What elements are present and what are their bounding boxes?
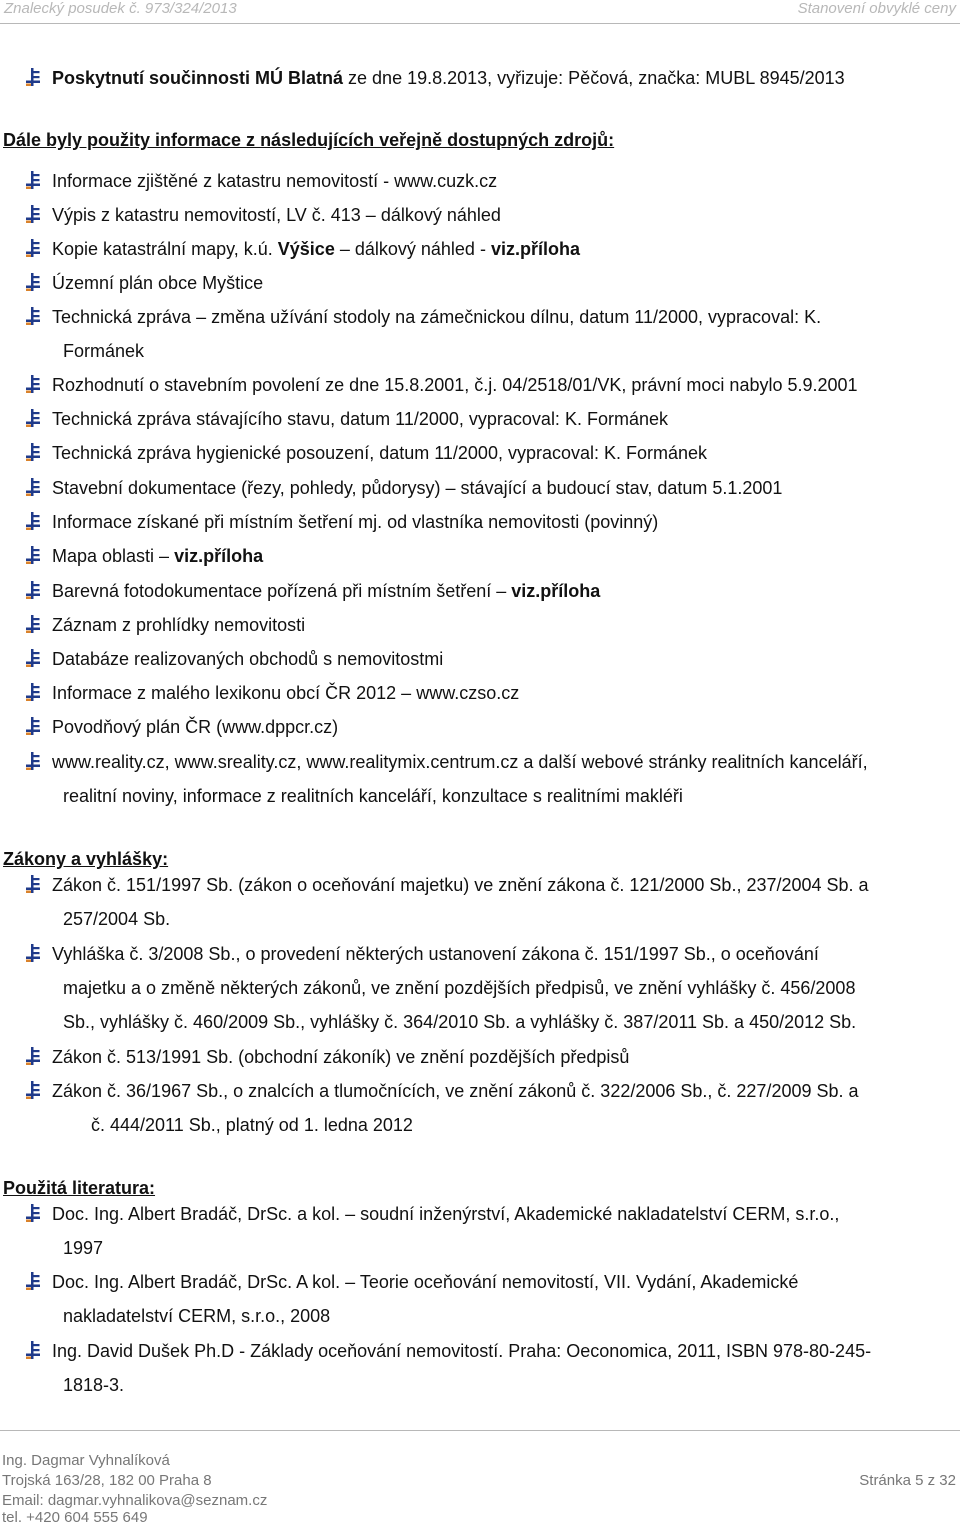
list-bullet-icon — [26, 875, 40, 893]
footer-phone: tel. +420 604 555 649 — [2, 1509, 148, 1526]
text-run: viz.příloha — [490, 239, 580, 259]
list-bullet-icon — [26, 615, 40, 633]
list-item — [52, 1265, 956, 1333]
list-bullet-icon — [26, 375, 40, 393]
list-bullet-icon — [26, 68, 40, 86]
list-bullet-icon — [26, 307, 40, 325]
list-item — [52, 539, 956, 573]
section-heading-sources: Dále byly použity informace z následujících veřejně dostupných zdrojů: — [3, 130, 615, 150]
text-run: Informace z malého lexikonu obcí ČR 2012 – www.czso.cz — [52, 683, 520, 703]
list-bullet-icon — [26, 1081, 40, 1099]
text-run: – dálkový náhled - — [334, 239, 491, 259]
list-item-text — [52, 68, 845, 88]
text-run: Mapa oblasti – — [52, 546, 175, 566]
section-heading-laws: Zákony a vyhlášky: — [3, 849, 169, 869]
list-item-text — [52, 546, 263, 566]
text-run: Doc. Ing. Albert Bradáč, DrSc. A kol. – Teorie oceňování nemovitostí, VII. Vydání, Akademické — [52, 1272, 799, 1292]
list-item — [52, 471, 956, 505]
list-item-text — [52, 875, 869, 895]
list-item — [52, 1040, 956, 1074]
list-bullet-icon — [26, 717, 40, 735]
list-item-continuation: 257/2004 Sb. — [63, 909, 171, 929]
list-bullet-icon — [26, 1341, 40, 1359]
list-item-continuation: majetku a o změně některých zákonů, ve znění pozdějších předpisů, ve znění vyhlášky č. 456/2008 — [63, 978, 856, 998]
list-bullet-icon — [26, 752, 40, 770]
text-run: Zákon č. 513/1991 Sb. (obchodní zákoník) ve znění pozdějších předpisů — [52, 1047, 630, 1067]
list-item — [52, 232, 956, 266]
page-header — [0, 0, 960, 22]
text-run: Kopie katastrální mapy, k.ú. — [52, 239, 278, 259]
list-bullet-icon — [26, 205, 40, 223]
list-item — [52, 608, 956, 642]
text-run: Rozhodnutí o stavebním povolení ze dne 15.8.2001, č.j. 04/2518/01/VK, právní moci nabylo 5.9.2001 — [52, 375, 858, 395]
list-item — [52, 61, 956, 95]
text-run: Informace zjištěné z katastru nemovitostí - www.cuzk.cz — [52, 171, 498, 191]
text-run: viz.příloha — [174, 546, 264, 566]
list-item — [52, 266, 956, 300]
text-run: Barevná fotodokumentace pořízená při místním šetření – — [52, 581, 512, 601]
list-item — [52, 642, 956, 676]
list-bullet-icon — [26, 649, 40, 667]
list-item-text — [52, 752, 868, 772]
list-bullet-icon — [26, 1047, 40, 1065]
text-run: Databáze realizovaných obchodů s nemovitostmi — [52, 649, 444, 669]
list-item — [52, 164, 956, 198]
list-item-text — [52, 171, 497, 191]
list-bullet-icon — [26, 1204, 40, 1222]
text-run: Doc. Ing. Albert Bradáč, DrSc. a kol. – soudní inženýrství, Akademické nakladatelství CERM, s.r.o., — [52, 1204, 840, 1224]
list-bullet-icon — [26, 581, 40, 599]
list-item — [52, 300, 956, 368]
list-bullet-icon — [26, 1272, 40, 1290]
list-bullet-icon — [26, 944, 40, 962]
footer-name: Ing. Dagmar Vyhnalíková — [2, 1452, 170, 1469]
list-item-text — [52, 1341, 871, 1361]
list-bullet-icon — [26, 171, 40, 189]
header-divider — [0, 23, 960, 24]
text-run: Stavební dokumentace (řezy, pohledy, půdorysy) – stávající a budoucí stav, datum 5.1.2001 — [52, 478, 783, 498]
list-item-text — [52, 512, 658, 532]
text-run: Záznam z prohlídky nemovitosti — [52, 615, 306, 635]
list-item-text — [52, 615, 305, 635]
list-item — [52, 505, 956, 539]
text-run: Ing. David Dušek Ph.D - Základy oceňování nemovitostí. Praha: Oeconomica, 2011, ISBN 978-80-245- — [52, 1341, 872, 1361]
text-run: Zákon č. 36/1967 Sb., o znalcích a tlumočnících, ve znění zákonů č. 322/2006 Sb., č. 227/2009 Sb. a — [52, 1081, 859, 1101]
list-item-text — [52, 239, 580, 259]
text-run: Územní plán obce Myštice — [52, 273, 264, 293]
list-item — [52, 574, 956, 608]
list-bullet-icon — [26, 478, 40, 496]
text-run: viz.příloha — [511, 581, 601, 601]
list-bullet-icon — [26, 512, 40, 530]
list-bullet-icon — [26, 409, 40, 427]
list-item-continuation: Sb., vyhlášky č. 460/2009 Sb., vyhlášky č. 364/2010 Sb. a vyhlášky č. 387/2011 Sb. a 450/2012 Sb. — [63, 1012, 857, 1032]
list-item-text — [52, 205, 501, 225]
header-title: Znalecký posudek č. 973/324/2013 — [4, 0, 237, 17]
list-item-text — [52, 581, 600, 601]
text-run: Technická zpráva hygienické posouzení, datum 11/2000, vypracoval: K. Formánek — [52, 443, 708, 463]
text-run: www.reality.cz, www.sreality.cz, www.realitymix.centrum.cz a další webové stránky realitních kanceláří, — [52, 752, 868, 772]
list-item-continuation: 1818-3. — [63, 1375, 125, 1395]
list-bullet-icon — [26, 239, 40, 257]
list-item — [52, 1197, 956, 1265]
list-item-text — [52, 273, 263, 293]
list-item-text — [52, 478, 782, 498]
list-item-text — [52, 1047, 629, 1067]
list-bullet-icon — [26, 443, 40, 461]
list-item — [52, 1074, 956, 1142]
list-item — [52, 745, 956, 813]
section-heading-literature: Použitá literatura: — [3, 1178, 156, 1198]
list-item-text — [52, 307, 821, 327]
list-item-continuation: Formánek — [63, 341, 145, 361]
text-run: Zákon č. 151/1997 Sb. (zákon o oceňování majetku) ve znění zákona č. 121/2000 Sb., 237/2004 Sb. a — [52, 875, 869, 895]
list-bullet-icon — [26, 273, 40, 291]
footer-divider — [0, 1430, 960, 1431]
text-run: Výpis z katastru nemovitostí, LV č. 413 – dálkový náhled — [52, 205, 501, 225]
text-run: Poskytnutí součinnosti MÚ Blatná — [52, 68, 344, 88]
list-item — [52, 937, 956, 1039]
list-item-text — [52, 375, 858, 395]
text-run: Povodňový plán ČR (www.dppcr.cz) — [52, 717, 339, 737]
list-item-text — [52, 409, 668, 429]
list-item-continuation: nakladatelství CERM, s.r.o., 2008 — [63, 1306, 331, 1326]
list-item — [52, 402, 956, 436]
list-item — [52, 1334, 956, 1402]
list-item-text — [52, 1081, 859, 1101]
list-item-text — [52, 649, 443, 669]
list-item — [52, 198, 956, 232]
text-run: Technická zpráva stávajícího stavu, datum 11/2000, vypracoval: K. Formánek — [52, 409, 668, 429]
list-bullet-icon — [26, 683, 40, 701]
list-item-continuation: realitní noviny, informace z realitních kanceláří, konzultace s realitními makléři — [63, 786, 683, 806]
list-item-text — [52, 717, 338, 737]
list-item — [52, 436, 956, 470]
list-item-continuation: č. 444/2011 Sb., platný od 1. ledna 2012 — [91, 1115, 413, 1135]
list-item-text — [52, 1204, 839, 1224]
list-item-continuation: 1997 — [63, 1238, 104, 1258]
list-item — [52, 368, 956, 402]
list-item — [52, 676, 956, 710]
list-item — [52, 710, 956, 744]
list-item-text — [52, 443, 707, 463]
text-run: Výšice — [277, 239, 335, 259]
text-run: ze dne 19.8.2013, vyřizuje: Pěčová, značka: MUBL 8945/2013 — [343, 68, 845, 88]
footer-page-number: Stránka 5 z 32 — [859, 1472, 956, 1489]
list-item — [52, 868, 956, 936]
list-item-text — [52, 1272, 798, 1292]
text-run: Vyhláška č. 3/2008 Sb., o provedení některých ustanovení zákona č. 151/1997 Sb., o oceňování — [52, 944, 819, 964]
list-bullet-icon — [26, 546, 40, 564]
list-item-text — [52, 683, 519, 703]
text-run: Informace získané při místním šetření mj. od vlastníka nemovitosti (povinný) — [52, 512, 659, 532]
header-section: Stanovení obvyklé ceny — [797, 0, 956, 17]
text-run: Technická zpráva – změna užívání stodoly na zámečnickou dílnu, datum 11/2000, vypracoval: K. — [52, 307, 822, 327]
list-item-text — [52, 944, 819, 964]
footer-email: Email: dagmar.vyhnalikova@seznam.cz — [2, 1492, 268, 1509]
footer-address: Trojská 163/28, 182 00 Praha 8 — [2, 1472, 212, 1489]
